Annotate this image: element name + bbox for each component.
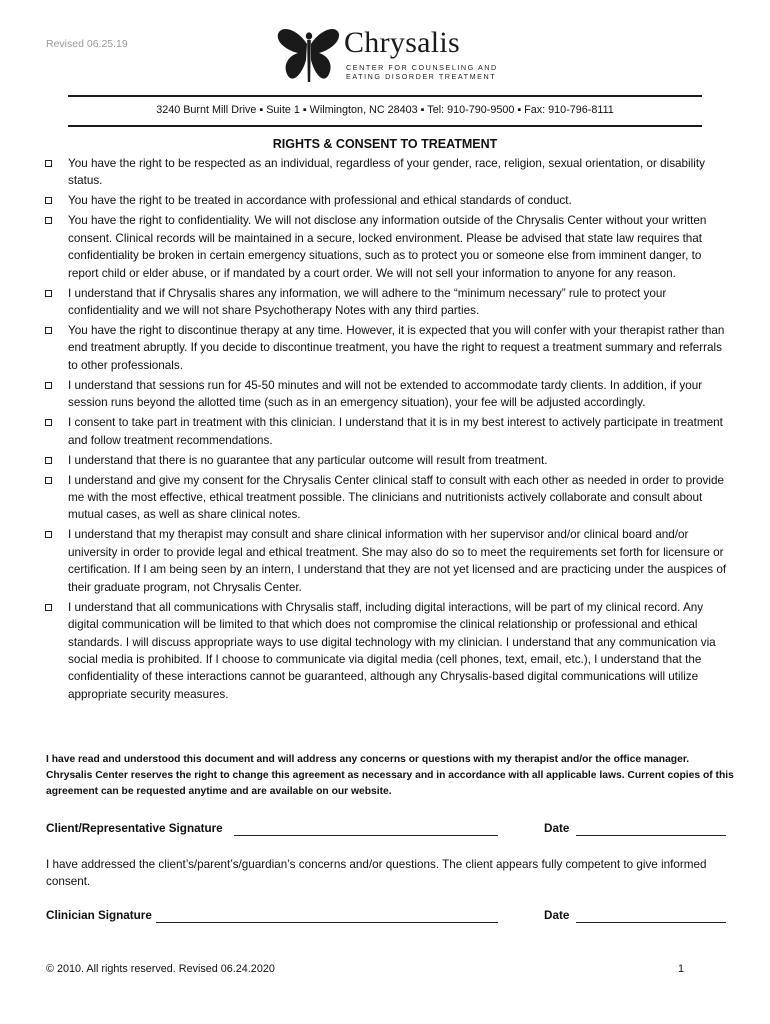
- list-item-text: You have the right to confidentiality. We will not disclose any information outside of the Chrysalis Center without your written consent. Clinical records will be maintained in a secure, locked environment. Please be advised that state law requires that confidentiality be broken in certain emergency situations, such as to protect you or someone else from imminent danger, to report child or elder abuse, or if mandated by a court order. We will not sell your information to anyone for any reason.: [68, 214, 707, 280]
- list-item: [42, 377, 728, 412]
- brand-subtitle: [346, 63, 498, 81]
- list-item-text: I understand and give my consent for the Chrysalis Center clinical staff to consult with each other as needed in order to provide me with the most effective, ethical treatment possible. The clinicians and nutritionists actively collaborate and consult about mutual cases, as well as share clinical notes.: [68, 473, 724, 522]
- checkbox-bullet: [45, 217, 52, 224]
- header-divider-top: [68, 95, 702, 97]
- client-date-label: Date: [544, 822, 570, 835]
- header-divider-bottom: [68, 125, 702, 127]
- list-item-text: You have the right to be treated in accordance with professional and ethical standards of conduct.: [68, 194, 572, 208]
- list-item: [42, 452, 728, 469]
- clinician-date-label: Date: [544, 909, 570, 922]
- checkbox-bullet: [45, 160, 52, 167]
- list-item-text: I understand that all communications with Chrysalis staff, including digital interactions, will be part of my clinical record. Any digital communication will be limited to that which does not compromise the clinical relationship or professional and ethical standards. I will discuss appropriate ways to use digital technology with my clinician. I understand that any communication via social media is prohibited. If I choose to communicate via digital media (cell phones, text, email, etc.), I understand that the confidentiality of these interactions cannot be guaranteed, although any Chrysalis-based digital communications will utilize appropriate security measures.: [68, 600, 716, 701]
- brand-name: Chrysalis: [344, 26, 461, 59]
- checkbox-bullet: [45, 604, 52, 611]
- list-item-text: You have the right to be respected as an individual, regardless of your gender, race, religion, sexual orientation, or disability status.: [68, 157, 705, 188]
- checkbox-bullet: [45, 419, 52, 426]
- document-title: RIGHTS & CONSENT TO TREATMENT: [272, 137, 498, 151]
- checkbox-bullet: [45, 327, 52, 334]
- list-item: [42, 322, 728, 374]
- list-item: [42, 285, 728, 320]
- list-item-text: You have the right to discontinue therapy at any time. However, it is expected that you will confer with your therapist rather than end treatment abruptly. If you decide to discontinue treatment, you have the right to request a treatment summary and referrals to other professionals.: [68, 324, 725, 372]
- list-item: [42, 192, 728, 209]
- checkbox-bullet: [45, 197, 52, 204]
- list-item: [42, 472, 728, 524]
- list-item-text: I consent to take part in treatment with this clinician. I understand that it is in my best interest to actively participate in treatment and follow treatment recommendations.: [68, 416, 723, 447]
- footer-copyright: © 2010. All rights reserved. Revised 06.24.2020: [46, 963, 275, 975]
- list-item: [42, 599, 728, 703]
- client-signature-field[interactable]: [234, 822, 498, 836]
- brand-subtitle-line-1: CENTER FOR COUNSELING AND: [346, 63, 498, 72]
- revised-note: Revised 06.25.19: [46, 38, 128, 50]
- clinician-date-field[interactable]: [576, 909, 726, 923]
- client-signature-label: Client/Representative Signature: [46, 822, 223, 835]
- clinician-signature-row: [46, 909, 736, 927]
- chrysalis-logo: [276, 26, 506, 86]
- rights-list: [42, 155, 728, 706]
- page-number: 1: [678, 963, 685, 975]
- list-item-text: I understand that if Chrysalis shares any information, we will adhere to the “minimum necessary” rule to protect your confidentiality and we will not share Psychotherapy Notes with any third parties.: [68, 286, 667, 318]
- checkbox-bullet: [45, 457, 52, 464]
- butterfly-icon: [276, 26, 340, 86]
- checkbox-bullet: [45, 531, 52, 538]
- list-item-text: I understand that my therapist may consult and share clinical information with her supervisor and/or clinical board and/or university in order to provide legal and ethical treatment. She may also do so to meet the requirements set forth for licensure or certification. If I am being seen by an intern, I understand that they are not yet licensed and are practicing under the auspices of their graduate program, not Chrysalis Center.: [68, 528, 727, 594]
- checkbox-bullet: [45, 290, 52, 297]
- acknowledgement-text: I have read and understood this document and will address any concerns or questions with my therapist and/or the office manager. Chrysalis Center reserves the right to change this agreement as necessary and in accordance with all applicable laws. Current copies of this agreement can be requested anytime and are available on our website.: [46, 754, 734, 797]
- list-item: [42, 212, 728, 282]
- clinician-signature-label: Clinician Signature: [46, 909, 152, 922]
- checkbox-bullet: [45, 477, 52, 484]
- address-line: 3240 Burnt Mill Drive ▪ Suite 1 ▪ Wilmington, NC 28403 ▪ Tel: 910-790-9500 ▪ Fax: 910-796-8111: [156, 104, 614, 116]
- list-item: [42, 414, 728, 449]
- clinician-signature-field[interactable]: [156, 909, 498, 923]
- list-item-text: I understand that there is no guarantee that any particular outcome will result from treatment.: [68, 453, 548, 467]
- client-date-field[interactable]: [576, 822, 726, 836]
- list-item: [42, 526, 728, 596]
- client-signature-row: [46, 822, 736, 840]
- list-item-text: I understand that sessions run for 45-50 minutes and will not be extended to accommodate tardy clients. In addition, if your session runs beyond the allotted time (such as in an emergency situation), your fee will be adjusted accordingly.: [68, 378, 703, 410]
- checkbox-bullet: [45, 382, 52, 389]
- brand-subtitle-line-2: EATING DISORDER TREATMENT: [346, 72, 497, 81]
- clinician-statement: I have addressed the client’s/parent’s/guardian’s concerns and/or questions. The client appears fully competent to give informed consent.: [46, 858, 707, 889]
- list-item: [42, 155, 728, 190]
